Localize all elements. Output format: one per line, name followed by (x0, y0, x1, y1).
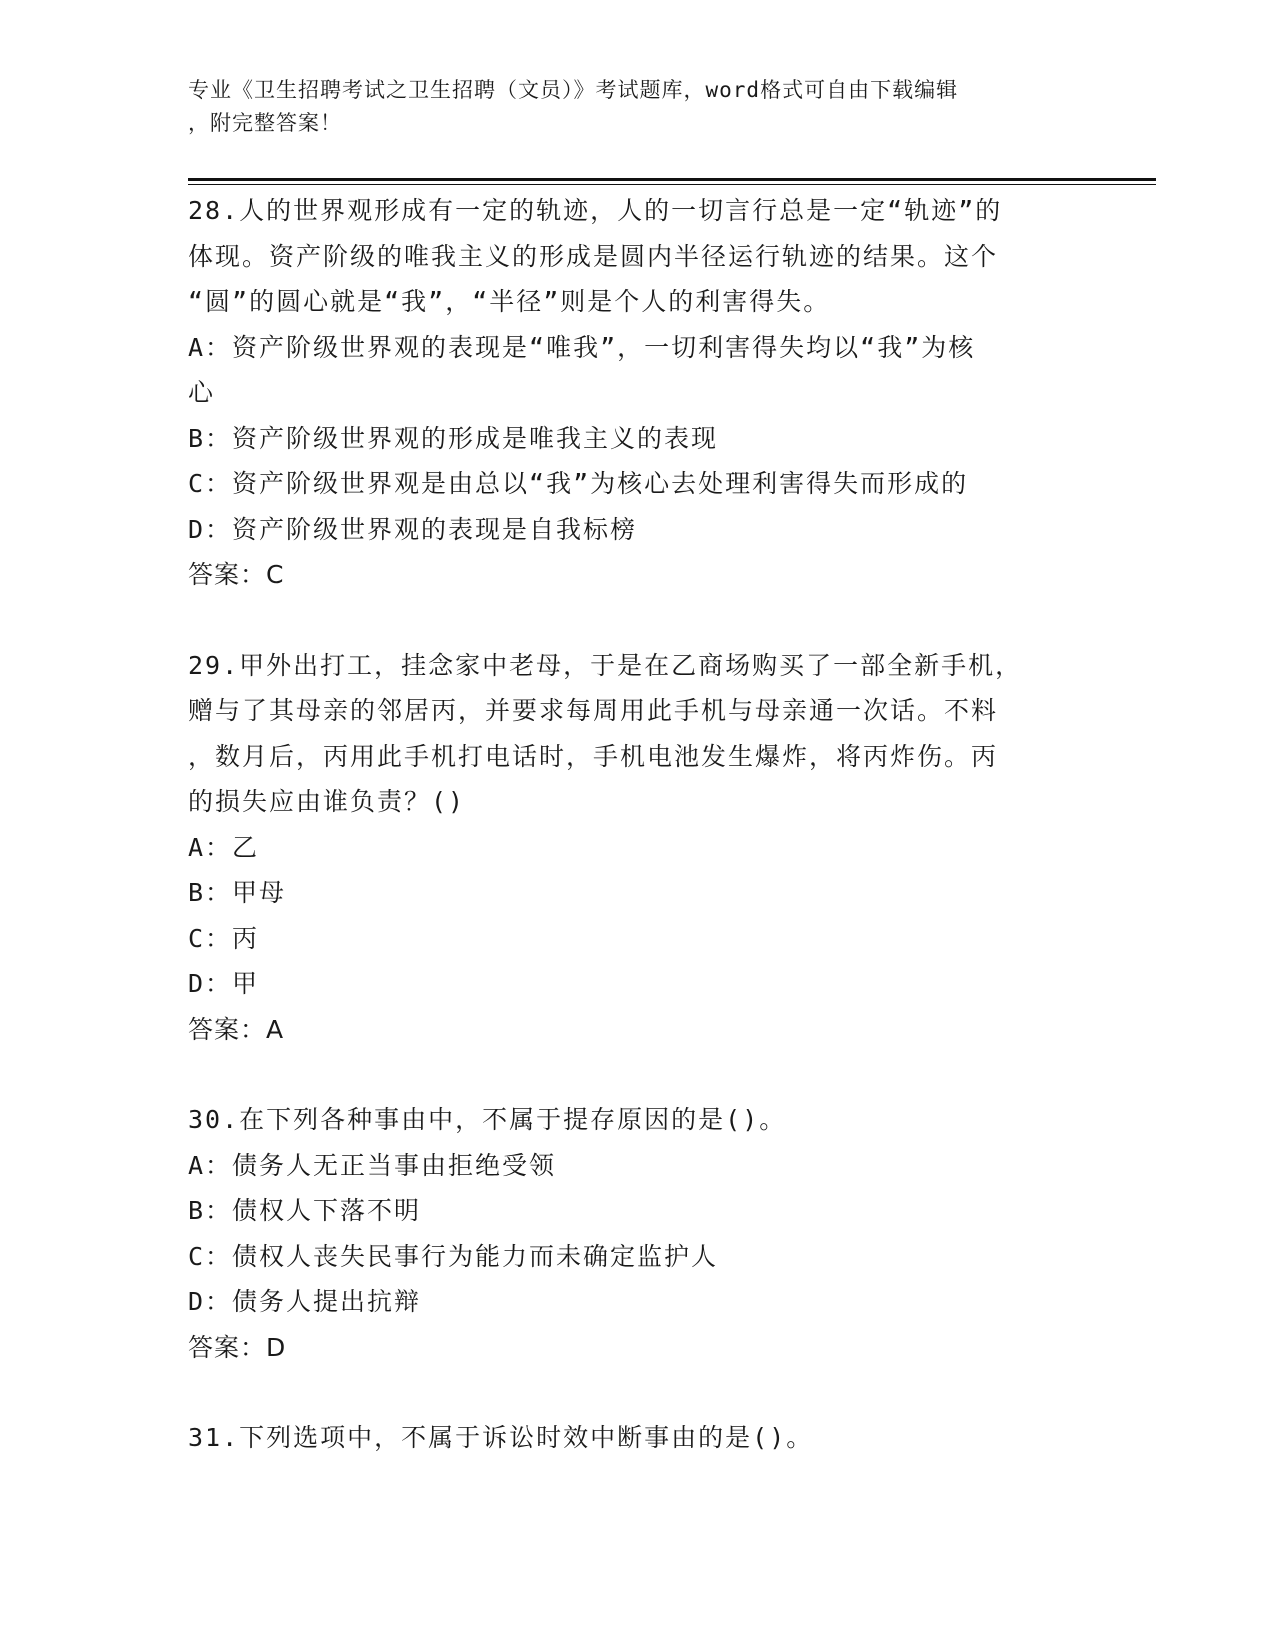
header-line-1: 专业《卫生招聘考试之卫生招聘（文员）》考试题库，word格式可自由下载编辑 (188, 78, 959, 102)
question-29 (188, 643, 1088, 1053)
option-a: A：乙 (188, 832, 260, 862)
document-header (188, 74, 1088, 140)
option-a-continued: 心 (188, 378, 216, 407)
option-b: B：资产阶级世界观的形成是唯我主义的表现 (188, 423, 719, 453)
answer-line: 答案：D (188, 1332, 287, 1362)
option-a: A：资产阶级世界观的表现是“唯我”，一切利害得失均以“我”为核 (188, 332, 976, 362)
option-a: A：债务人无正当事由拒绝受领 (188, 1150, 557, 1180)
option-c: C：资产阶级世界观是由总以“我”为核心去处理利害得失而形成的 (188, 469, 969, 498)
answer-line: 答案：A (188, 1014, 285, 1044)
question-stem-line: 30.在下列各种事由中，不属于提存原因的是()。 (188, 1105, 787, 1134)
question-28 (188, 188, 1088, 598)
answer-line: 答案：C (188, 560, 285, 589)
option-c: C：丙 (188, 923, 260, 953)
question-stem-line: “圆”的圆心就是“我”，“半径”则是个人的利害得失。 (188, 287, 831, 316)
option-c: C：债权人丧失民事行为能力而未确定监护人 (188, 1241, 719, 1271)
option-b: B：甲母 (188, 878, 287, 907)
option-b: B：债权人下落不明 (188, 1196, 422, 1225)
header-rule-thin (188, 184, 1156, 185)
question-30 (188, 1097, 1088, 1370)
header-rule-thick (188, 178, 1156, 181)
question-stem-line: 29.甲外出打工，挂念家中老母，于是在乙商场购买了一部全新手机， (188, 650, 1023, 680)
question-stem-line: 赠与了其母亲的邻居丙，并要求每周用此手机与母亲通一次话。不料 (188, 696, 999, 725)
option-d: D：甲 (188, 969, 260, 998)
question-stem-line: ，数月后，丙用此手机打电话时，手机电池发生爆炸，将丙炸伤。丙 (188, 741, 999, 771)
question-stem-line: 的损失应由谁负责？() (188, 787, 466, 816)
question-list (188, 188, 1088, 1506)
question-stem-line: 体现。资产阶级的唯我主义的形成是圆内半径运行轨迹的结果。这个 (188, 241, 999, 271)
question-stem-line: 28.人的世界观形成有一定的轨迹，人的一切言行总是一定“轨迹”的 (188, 196, 1003, 225)
header-line-2: ，附完整答案！ (188, 111, 342, 135)
option-d: D：债务人提出抗辩 (188, 1287, 422, 1316)
option-d: D：资产阶级世界观的表现是自我标榜 (188, 514, 638, 544)
question-31 (188, 1415, 1088, 1461)
question-stem-line: 31.下列选项中，不属于诉讼时效中断事由的是()。 (188, 1423, 814, 1452)
